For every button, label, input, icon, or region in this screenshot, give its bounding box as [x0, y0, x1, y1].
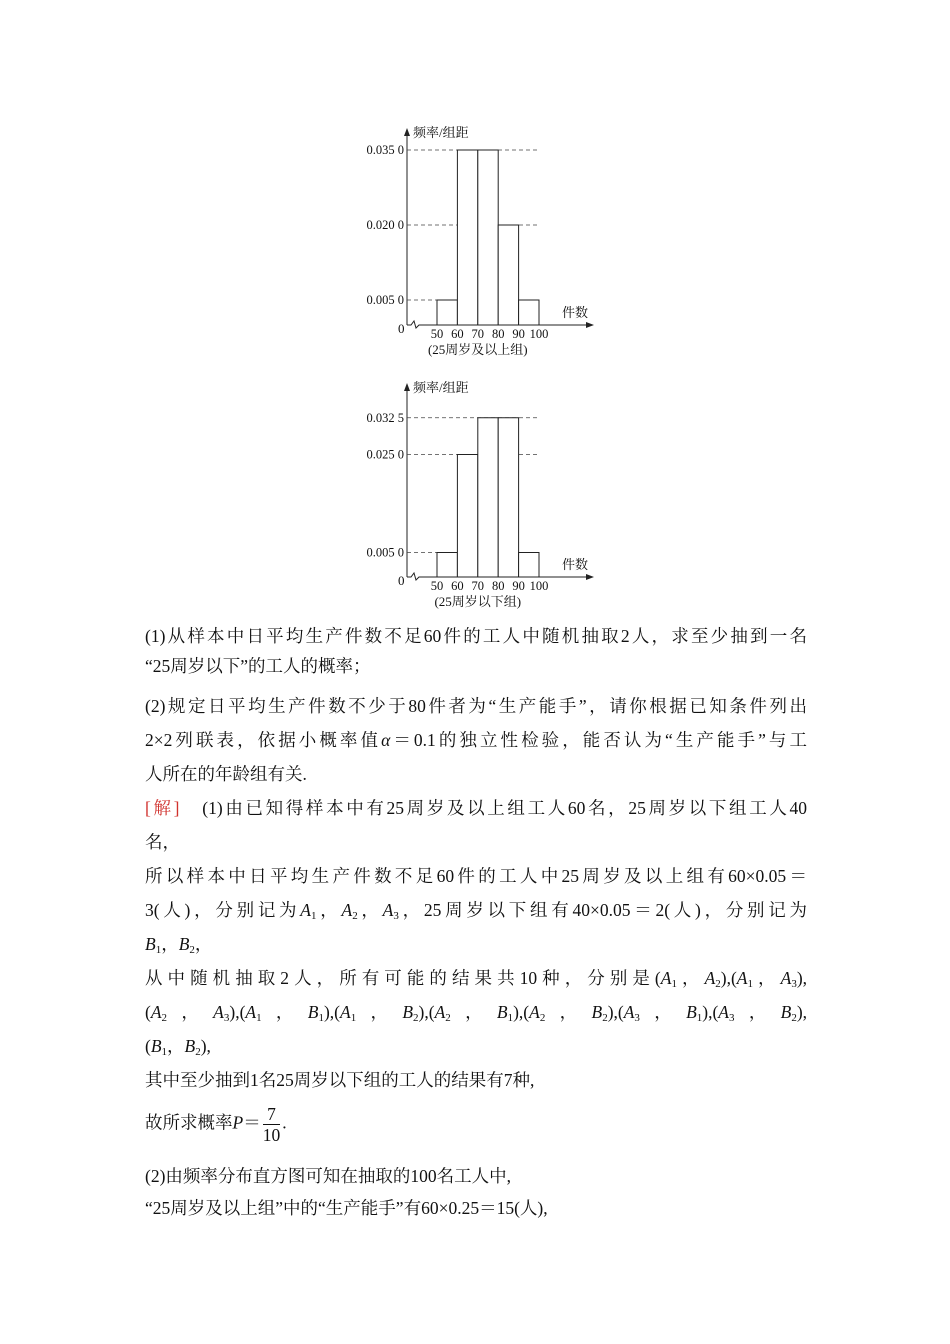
x-tick-label: 80	[491, 579, 505, 593]
fraction-denominator: 10	[262, 1125, 281, 1145]
text-segment: “25周岁以下”的工人的概率；	[145, 656, 371, 676]
y-axis-label: 频率/组距	[413, 125, 469, 140]
text-segment: 2	[539, 1012, 546, 1024]
text-segment: ，	[734, 1002, 781, 1022]
text-segment: ，	[161, 934, 179, 954]
text-segment: B	[150, 1036, 162, 1056]
text-segment: A	[434, 1002, 446, 1022]
text-segment: A	[780, 968, 792, 988]
y-tick-label: 0.020 0	[366, 218, 404, 232]
text-segment: A	[529, 1002, 540, 1022]
text-segment: 3	[223, 1012, 230, 1024]
text-line	[145, 932, 807, 962]
histogram-bar	[478, 418, 498, 577]
text-segment: 3	[729, 1012, 735, 1024]
text-segment: 3	[791, 978, 797, 990]
text-segment: (1)由已知得样本中有25周岁及以上组工人60名，25周岁以下组工人40	[179, 798, 808, 818]
text-segment: ),(	[418, 1002, 435, 1022]
text-segment: A	[736, 968, 748, 988]
histogram-bar	[478, 150, 498, 325]
histogram-bar	[498, 225, 518, 325]
text-line	[145, 898, 807, 928]
text-segment: ，	[261, 1002, 308, 1022]
text-line	[145, 830, 807, 854]
text-segment: 人所在的年龄组有关.	[145, 764, 307, 784]
x-tick-label: 100	[529, 327, 549, 341]
text-segment: (1)从样本中日平均生产件数不足60件的工人中随机抽取2人，求至少抽到一名	[145, 626, 807, 646]
text-segment: 2	[602, 1012, 608, 1024]
text-segment: (2)规定日平均生产件数不少于80件者为“生产能手”，请你根据已知条件列出	[145, 696, 807, 716]
text-segment: B	[402, 1002, 414, 1022]
text-segment: A	[704, 968, 716, 988]
text-segment: ＝0.1的独立性检验，能否认为“生产能手”与工	[390, 730, 807, 750]
text-segment: A	[341, 900, 353, 920]
text-segment: P	[232, 1112, 244, 1133]
x-tick-label: 50	[430, 579, 444, 593]
text-segment: 2	[352, 910, 358, 922]
histogram-bar	[437, 553, 457, 578]
text-segment: 故所求概率	[145, 1112, 233, 1133]
text-segment: 名，	[145, 832, 180, 852]
y-axis-arrow	[404, 128, 410, 136]
text-segment: ，	[639, 1002, 687, 1022]
text-segment: ),(	[702, 1002, 719, 1022]
chart-caption: (25周岁及以上组)	[427, 342, 528, 357]
text-segment: B	[145, 934, 156, 954]
text-segment: ，	[450, 1002, 497, 1022]
text-line	[145, 796, 807, 820]
text-segment: A	[213, 1002, 224, 1022]
chart-caption: (25周岁以下组)	[434, 594, 522, 609]
text-segment: 1	[318, 1012, 324, 1024]
x-axis-label: 件数	[562, 557, 589, 572]
text-segment: 1	[696, 1012, 703, 1024]
text-segment: “25周岁及以上组”中的“生产能手”有60×0.25＝15(人),	[145, 1198, 548, 1218]
text-segment: 1	[155, 944, 162, 956]
x-tick-label: 70	[471, 579, 485, 593]
text-segment: B	[496, 1002, 508, 1022]
fraction-numerator: 7	[263, 1104, 281, 1125]
text-line	[145, 1034, 807, 1064]
x-tick-label: 90	[512, 327, 525, 341]
text-segment: 1	[350, 1012, 357, 1024]
text-segment: ),(	[513, 1002, 530, 1022]
text-segment: ),	[796, 1002, 808, 1022]
text-line	[145, 1000, 807, 1030]
x-axis-arrow	[586, 574, 594, 580]
text-segment: (2)由频率分布直方图可知在抽取的100名工人中,	[145, 1166, 512, 1186]
origin-label: 0	[398, 573, 405, 588]
text-segment: A	[339, 1002, 351, 1022]
y-axis-arrow	[404, 383, 410, 391]
text-line	[145, 1068, 807, 1092]
x-tick-label: 80	[491, 327, 505, 341]
text-segment: ，	[753, 968, 781, 988]
x-axis-arrow	[586, 322, 594, 328]
text-line	[145, 864, 807, 888]
text-segment: ，	[545, 1002, 592, 1022]
x-tick-label: 60	[451, 327, 464, 341]
text-segment: 2	[413, 1012, 419, 1024]
text-segment: ，	[167, 1002, 214, 1022]
text-segment: 1	[311, 910, 317, 922]
text-segment: 2	[791, 1012, 797, 1024]
text-line	[145, 694, 807, 718]
y-tick-label: 0.025 0	[366, 447, 404, 462]
text-segment: 1	[671, 978, 677, 990]
text-segment: ＝	[243, 1112, 261, 1133]
text-segment: 1	[747, 978, 753, 990]
text-segment: 从中随机抽取2人，所有可能的结果共10种，分别是(	[145, 968, 661, 988]
text-segment: ),(	[607, 1002, 624, 1022]
text-segment: 1	[161, 1046, 168, 1058]
text-segment: (	[145, 1036, 151, 1056]
text-segment: 1	[256, 1012, 262, 1024]
text-segment: 2	[189, 944, 195, 956]
histogram-bar	[498, 418, 518, 577]
text-segment: B	[591, 1002, 603, 1022]
text-segment: ，	[194, 934, 213, 954]
histogram-bar	[519, 553, 539, 578]
text-segment: 2	[161, 1012, 168, 1024]
text-segment: 2	[715, 978, 721, 990]
y-axis-label: 频率/组距	[413, 380, 469, 395]
text-segment: ),(	[229, 1002, 246, 1022]
origin-label: 0	[398, 321, 405, 336]
text-segment: 1	[507, 1012, 514, 1024]
text-segment: A	[300, 900, 311, 920]
text-segment: ),	[796, 968, 808, 988]
text-line	[145, 966, 807, 996]
text-segment: 其中至少抽到1名25周岁以下组的工人的结果有7种,	[145, 1070, 535, 1090]
solution-label: [解]	[145, 798, 180, 818]
text-segment: 2	[195, 1046, 201, 1058]
text-segment: ，	[167, 1036, 185, 1056]
x-tick-label: 60	[451, 579, 464, 593]
histogram-bar	[519, 300, 539, 325]
text-segment: B	[178, 934, 190, 954]
histogram-under-25	[350, 375, 610, 615]
text-segment: ，	[356, 1002, 403, 1022]
text-line	[145, 654, 807, 678]
y-tick-label: 0.005 0	[366, 293, 404, 307]
histogram-bar	[457, 150, 477, 325]
text-segment: B	[184, 1036, 196, 1056]
text-segment: .	[282, 1112, 287, 1133]
text-segment: ，	[357, 900, 383, 920]
text-segment: B	[307, 1002, 319, 1022]
text-segment: 2	[445, 1012, 451, 1024]
text-segment: 2×2列联表，依据小概率值	[145, 730, 382, 750]
x-tick-label: 100	[529, 579, 549, 593]
text-line	[145, 624, 807, 648]
text-segment: ，	[676, 968, 705, 988]
histogram-bar	[457, 455, 477, 578]
fraction	[263, 1104, 281, 1145]
text-segment: A	[382, 900, 394, 920]
text-segment: ),	[200, 1036, 211, 1056]
text-segment: 3	[393, 910, 399, 922]
text-segment: 3(人)，分别记为	[145, 900, 301, 920]
text-line	[145, 1164, 807, 1188]
text-segment: α	[381, 730, 391, 750]
text-segment: ),(	[720, 968, 737, 988]
text-line	[145, 1104, 807, 1145]
y-tick-label: 0.032 5	[366, 410, 404, 425]
x-tick-label: 70	[471, 327, 485, 341]
text-segment: 所以样本中日平均生产件数不足60件的工人中25周岁及以上组有60×0.05＝	[145, 866, 807, 886]
text-segment: ，25周岁以下组有40×0.05＝2(人)，分别记为	[398, 900, 808, 920]
text-line	[145, 728, 807, 752]
text-segment: ),(	[323, 1002, 340, 1022]
text-line	[145, 762, 807, 786]
text-segment: A	[245, 1002, 257, 1022]
text-segment: A	[623, 1002, 635, 1022]
text-segment: (	[145, 1002, 151, 1022]
x-axis-label: 件数	[562, 305, 589, 320]
text-segment: B	[686, 1002, 697, 1022]
x-tick-label: 50	[430, 327, 444, 341]
text-line	[145, 1196, 807, 1220]
histogram-25-and-above	[350, 120, 610, 370]
text-segment: ，	[316, 900, 342, 920]
text-segment: A	[660, 968, 672, 988]
text-segment: A	[718, 1002, 729, 1022]
text-segment: B	[780, 1002, 792, 1022]
y-tick-label: 0.035 0	[366, 143, 404, 157]
text-segment: 3	[634, 1012, 640, 1024]
y-tick-label: 0.005 0	[366, 545, 404, 560]
x-tick-label: 90	[512, 579, 525, 593]
histogram-bar	[437, 300, 457, 325]
text-segment: A	[150, 1002, 162, 1022]
